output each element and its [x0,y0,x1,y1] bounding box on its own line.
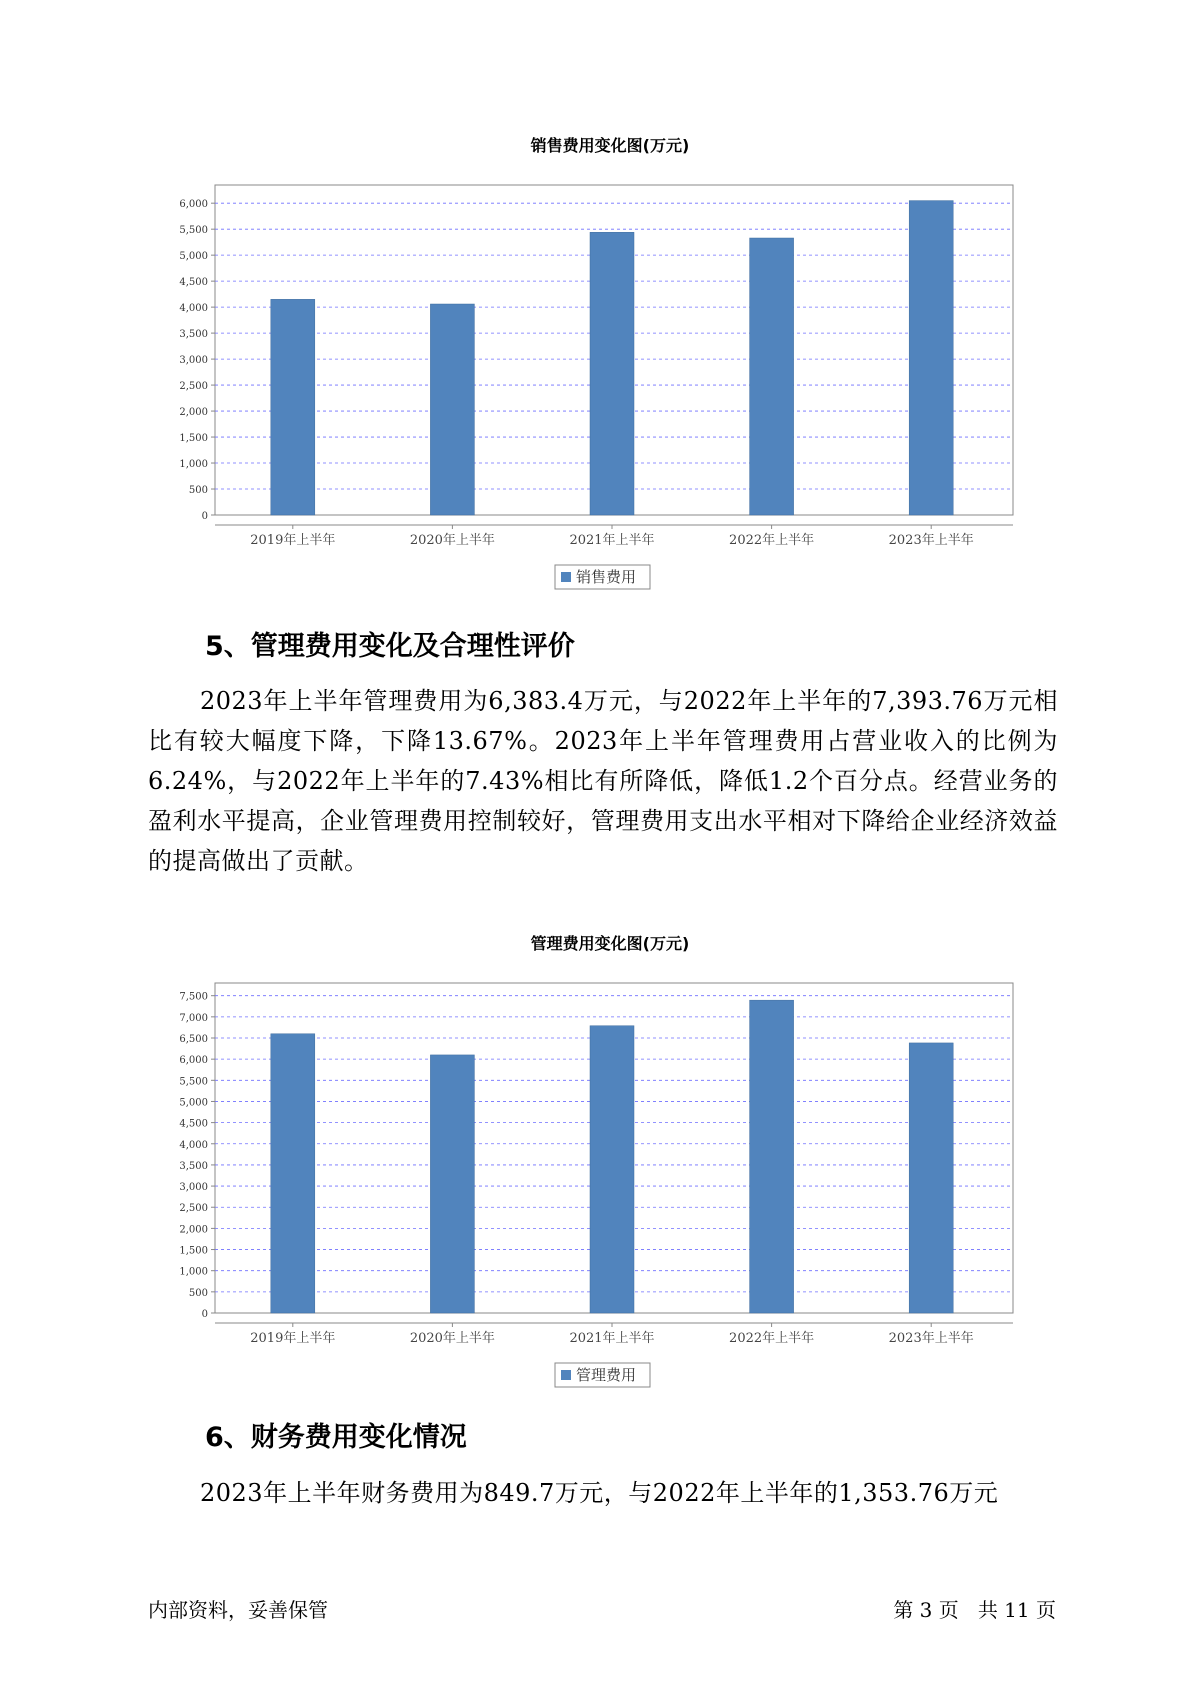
legend-label: 销售费用 [576,568,637,586]
section6-paragraph: 2023年上半年财务费用为849.7万元，与2022年上半年的1,353.76万元 [200,1479,999,1507]
bar-2021年上半年 [590,232,634,515]
bar-2022年上半年 [750,1000,794,1313]
y-tick-label: 2,000 [179,1224,208,1236]
chart2-title: 管理费用变化图(万元) [530,934,690,953]
y-tick-label: 6,000 [179,1055,208,1067]
y-tick-label: 3,000 [179,355,208,367]
y-tick-label: 1,500 [179,433,208,445]
legend-swatch [561,1370,571,1380]
legend-label: 管理费用 [576,1366,637,1384]
y-tick-label: 5,500 [179,1076,208,1088]
y-tick-label: 500 [188,485,208,497]
footer-page-number: 第 3 页 共 11 页 [893,1598,1056,1622]
y-tick-label: 1,000 [179,459,208,471]
y-tick-label: 5,500 [179,225,208,237]
y-tick-label: 0 [201,511,208,522]
bar-2019年上半年 [271,1034,315,1313]
bar-2023年上半年 [909,201,953,515]
y-tick-label: 7,000 [179,1012,208,1024]
footer-confidential-note: 内部资料，妥善保管 [148,1598,328,1622]
x-tick-label: 2023年上半年 [888,1331,974,1346]
y-tick-label: 6,000 [179,199,208,211]
bar-2020年上半年 [430,1055,474,1313]
x-tick-label: 2019年上半年 [250,533,336,548]
y-tick-label: 1,500 [179,1245,208,1257]
y-tick-label: 3,000 [179,1182,208,1194]
y-tick-label: 4,500 [179,277,208,289]
y-tick-label: 5,000 [179,251,208,263]
bar-2022年上半年 [750,238,794,515]
y-tick-label: 2,000 [179,407,208,419]
y-tick-label: 4,500 [179,1118,208,1130]
x-tick-label: 2020年上半年 [409,533,495,548]
section5-paragraph: 2023年上半年管理费用为6,383.4万元，与2022年上半年的7,393.76万元相比有较大幅度下降，下降13.67%。2023年上半年管理费用占营业收入的比例为6.24%，与2022年上半年的7.43%相比有所降低，降低1.2个百分点。经营业务的盈利水平提高，企业管理费用控制较好，管理费用支出水平相对下降给企业经济效益的提高做出了贡献。 [148,687,1058,875]
bar-2020年上半年 [430,304,474,515]
chart2-admin-expenses [0,958,1191,1388]
y-tick-label: 6,500 [179,1034,208,1045]
bar-2023年上半年 [909,1043,953,1313]
x-tick-label: 2021年上半年 [569,533,655,548]
section6-heading: 6、财务费用变化情况 [205,1422,467,1453]
y-tick-label: 3,500 [179,329,208,341]
y-tick-label: 2,500 [179,381,208,393]
bar-2019年上半年 [271,299,315,515]
y-tick-label: 500 [188,1287,208,1299]
x-tick-label: 2021年上半年 [569,1331,655,1346]
chart1-title: 销售费用变化图(万元) [530,136,690,155]
y-tick-label: 1,000 [179,1266,208,1278]
section5-heading: 5、管理费用变化及合理性评价 [205,631,575,662]
bar-2021年上半年 [590,1026,634,1313]
x-tick-label: 2022年上半年 [729,533,815,548]
x-tick-label: 2022年上半年 [729,1331,815,1346]
y-tick-label: 7,500 [179,991,208,1003]
legend-swatch [561,572,571,582]
x-tick-label: 2020年上半年 [409,1331,495,1346]
y-tick-label: 0 [201,1309,208,1320]
y-tick-label: 4,000 [179,1139,208,1151]
y-tick-label: 3,500 [179,1160,208,1172]
y-tick-label: 4,000 [179,303,208,315]
x-tick-label: 2019年上半年 [250,1331,336,1346]
y-tick-label: 5,000 [179,1097,208,1109]
x-tick-label: 2023年上半年 [888,533,974,548]
y-tick-label: 2,500 [179,1203,208,1215]
chart1-sales-expenses [0,160,1191,590]
